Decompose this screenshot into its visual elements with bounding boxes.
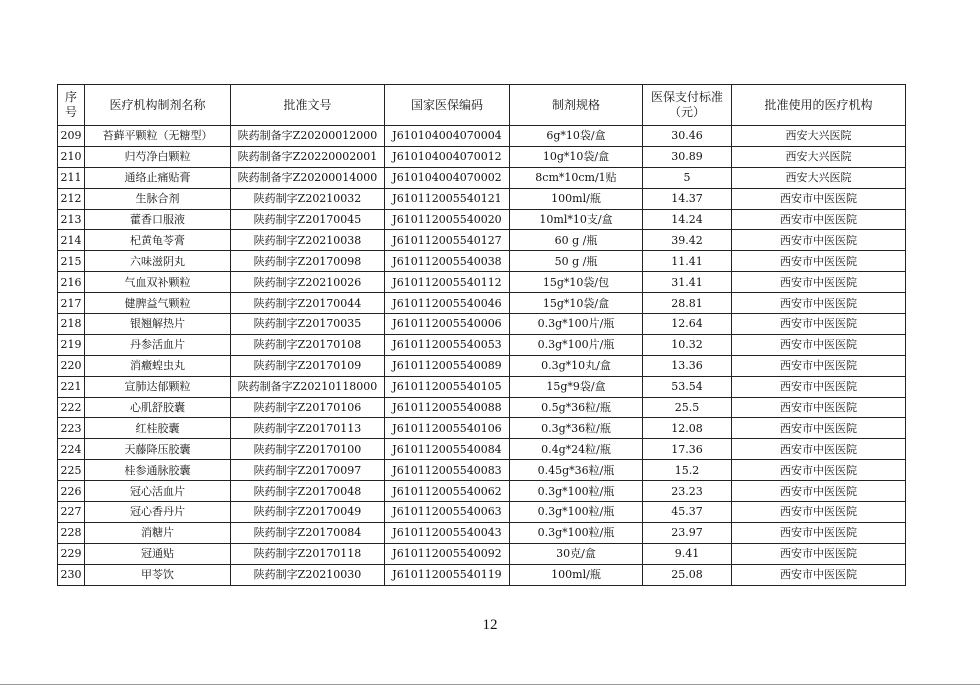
table-cell: 西安市中医医院 <box>732 502 906 523</box>
table-cell: 西安市中医医院 <box>732 543 906 564</box>
table-cell: 211 <box>58 167 85 188</box>
table-row <box>58 230 906 251</box>
table-cell: 西安市中医医院 <box>732 293 906 314</box>
table-row <box>58 418 906 439</box>
table-cell: 消癥蝗虫丸 <box>85 355 231 376</box>
page-number: 12 <box>482 617 498 633</box>
table-cell: 100ml/瓶 <box>510 188 643 209</box>
table-cell: 陕药制字Z20170045 <box>231 209 385 230</box>
table-cell: 西安市中医医院 <box>732 376 906 397</box>
table-cell: 15.2 <box>643 460 732 481</box>
table-cell: J610112005540089 <box>385 355 510 376</box>
table-cell: 生脉合剂 <box>85 188 231 209</box>
table-cell: 14.24 <box>643 209 732 230</box>
table-cell: 13.36 <box>643 355 732 376</box>
table-cell: 藿香口服液 <box>85 209 231 230</box>
table-row <box>58 314 906 335</box>
table-cell: 陕药制字Z20170048 <box>231 481 385 502</box>
table-cell: 0.3g*100粒/瓶 <box>510 522 643 543</box>
table-cell: 陕药制字Z20170035 <box>231 314 385 335</box>
table-cell: 冠心活血片 <box>85 481 231 502</box>
table-cell: J610112005540063 <box>385 502 510 523</box>
table-cell: J610112005540038 <box>385 251 510 272</box>
table-cell: 陕药制字Z20210032 <box>231 188 385 209</box>
table-cell: 222 <box>58 397 85 418</box>
table-cell: 226 <box>58 481 85 502</box>
table-row <box>58 272 906 293</box>
table-cell: 210 <box>58 146 85 167</box>
table-cell: 陕药制字Z20170118 <box>231 543 385 564</box>
table-cell: 杞黄龟苓膏 <box>85 230 231 251</box>
table-cell: 0.3g*10丸/盒 <box>510 355 643 376</box>
table-cell: 陕药制备字Z20200012000 <box>231 126 385 147</box>
table-cell: 0.3g*100片/瓶 <box>510 314 643 335</box>
table-cell: 苔藓平颗粒（无糖型） <box>85 126 231 147</box>
table-cell: 12.08 <box>643 418 732 439</box>
bottom-divider <box>0 684 980 685</box>
table-cell: 桂参通脉胶囊 <box>85 460 231 481</box>
table-row <box>58 564 906 585</box>
table-cell: 50 g /瓶 <box>510 251 643 272</box>
table-cell: 100ml/瓶 <box>510 564 643 585</box>
table-cell: 0.45g*36粒/瓶 <box>510 460 643 481</box>
column-header: 批准使用的医疗机构 <box>732 85 906 126</box>
table-cell: 西安大兴医院 <box>732 146 906 167</box>
table-cell: 西安市中医医院 <box>732 334 906 355</box>
table-cell: 0.3g*100片/瓶 <box>510 334 643 355</box>
table-cell: J610112005540020 <box>385 209 510 230</box>
table-row <box>58 502 906 523</box>
table-cell: 215 <box>58 251 85 272</box>
table-cell: 23.97 <box>643 522 732 543</box>
table-cell: J610112005540119 <box>385 564 510 585</box>
table-cell: 冠通贴 <box>85 543 231 564</box>
table-cell: 228 <box>58 522 85 543</box>
table-row <box>58 355 906 376</box>
table-cell: 陕药制备字Z20200014000 <box>231 167 385 188</box>
table-row <box>58 167 906 188</box>
table-cell: 西安市中医医院 <box>732 481 906 502</box>
table-cell: 15g*10袋/盒 <box>510 293 643 314</box>
table-cell: 10g*10袋/盒 <box>510 146 643 167</box>
table-cell: 陕药制字Z20170106 <box>231 397 385 418</box>
table-cell: 12.64 <box>643 314 732 335</box>
table-cell: 216 <box>58 272 85 293</box>
table-cell: 11.41 <box>643 251 732 272</box>
table-cell: 225 <box>58 460 85 481</box>
table-cell: 0.5g*36粒/瓶 <box>510 397 643 418</box>
table-cell: J610112005540127 <box>385 230 510 251</box>
table-cell: 30.89 <box>643 146 732 167</box>
table-cell: 西安市中医医院 <box>732 460 906 481</box>
table-cell: 53.54 <box>643 376 732 397</box>
table-cell: 陕药制字Z20170109 <box>231 355 385 376</box>
table-cell: 陕药制备字Z20210118000 <box>231 376 385 397</box>
column-header: 制剂规格 <box>510 85 643 126</box>
table-cell: J610112005540084 <box>385 439 510 460</box>
table-cell: 西安市中医医院 <box>732 230 906 251</box>
table-cell: 健脾益气颗粒 <box>85 293 231 314</box>
table-cell: 224 <box>58 439 85 460</box>
table-cell: 六味滋阴丸 <box>85 251 231 272</box>
table-cell: 甲苓饮 <box>85 564 231 585</box>
table-cell: 217 <box>58 293 85 314</box>
table-cell: 归芍净白颗粒 <box>85 146 231 167</box>
table-cell: J610112005540046 <box>385 293 510 314</box>
table-cell: 陕药制字Z20170084 <box>231 522 385 543</box>
table-cell: 14.37 <box>643 188 732 209</box>
table-cell: 通络止痛贴膏 <box>85 167 231 188</box>
table-cell: 227 <box>58 502 85 523</box>
table-row <box>58 522 906 543</box>
table-cell: 陕药制字Z20210026 <box>231 272 385 293</box>
table-row <box>58 293 906 314</box>
table-cell: J610104004070004 <box>385 126 510 147</box>
table-cell: 10ml*10支/盒 <box>510 209 643 230</box>
table-row <box>58 481 906 502</box>
table-cell: 气血双补颗粒 <box>85 272 231 293</box>
table-cell: 陕药制字Z20210038 <box>231 230 385 251</box>
table-row <box>58 439 906 460</box>
table-cell: 0.4g*24粒/瓶 <box>510 439 643 460</box>
table-cell: J610112005540083 <box>385 460 510 481</box>
column-header: 医保支付标准（元） <box>643 85 732 126</box>
table-cell: J610112005540043 <box>385 522 510 543</box>
table-cell: 0.3g*100粒/瓶 <box>510 502 643 523</box>
table-row <box>58 376 906 397</box>
table-row <box>58 251 906 272</box>
table-cell: 西安大兴医院 <box>732 126 906 147</box>
table-cell: 15g*10袋/包 <box>510 272 643 293</box>
table-cell: 218 <box>58 314 85 335</box>
table-row <box>58 543 906 564</box>
table-row <box>58 126 906 147</box>
table-cell: J610112005540121 <box>385 188 510 209</box>
table-header-row <box>58 85 906 126</box>
table-cell: 0.3g*100粒/瓶 <box>510 481 643 502</box>
table-cell: 陕药制字Z20170113 <box>231 418 385 439</box>
table-cell: 陕药制字Z20210030 <box>231 564 385 585</box>
formulary-table <box>57 84 906 586</box>
table-cell: 28.81 <box>643 293 732 314</box>
table-cell: 西安市中医医院 <box>732 251 906 272</box>
table-cell: 9.41 <box>643 543 732 564</box>
table-row <box>58 146 906 167</box>
table-cell: 10.32 <box>643 334 732 355</box>
table-cell: 15g*9袋/盒 <box>510 376 643 397</box>
table-cell: 陕药制字Z20170049 <box>231 502 385 523</box>
table-row <box>58 209 906 230</box>
table-cell: 212 <box>58 188 85 209</box>
table-cell: J610112005540062 <box>385 481 510 502</box>
table-cell: 209 <box>58 126 85 147</box>
table-cell: 23.23 <box>643 481 732 502</box>
table-cell: 214 <box>58 230 85 251</box>
table-cell: 30.46 <box>643 126 732 147</box>
table-cell: J610112005540092 <box>385 543 510 564</box>
table-cell: 5 <box>643 167 732 188</box>
table-cell: 消糖片 <box>85 522 231 543</box>
table-cell: 西安市中医医院 <box>732 397 906 418</box>
table-cell: 天藤降压胶囊 <box>85 439 231 460</box>
table-cell: 17.36 <box>643 439 732 460</box>
table-cell: 冠心香丹片 <box>85 502 231 523</box>
table-cell: J610112005540106 <box>385 418 510 439</box>
table-cell: 25.08 <box>643 564 732 585</box>
table-cell: 陕药制字Z20170098 <box>231 251 385 272</box>
table-cell: 219 <box>58 334 85 355</box>
table-cell: 西安市中医医院 <box>732 209 906 230</box>
table-cell: 西安市中医医院 <box>732 522 906 543</box>
table-cell: 221 <box>58 376 85 397</box>
table-cell: 223 <box>58 418 85 439</box>
column-header: 国家医保编码 <box>385 85 510 126</box>
table-cell: J610112005540053 <box>385 334 510 355</box>
table-cell: 220 <box>58 355 85 376</box>
table-cell: 30克/盒 <box>510 543 643 564</box>
table-cell: J610112005540088 <box>385 397 510 418</box>
table-cell: 宣肺达郁颗粒 <box>85 376 231 397</box>
table-cell: 银翘解热片 <box>85 314 231 335</box>
table-cell: 西安市中医医院 <box>732 564 906 585</box>
table-cell: 西安市中医医院 <box>732 188 906 209</box>
table-cell: 8cm*10cm/1贴 <box>510 167 643 188</box>
table-cell: 45.37 <box>643 502 732 523</box>
table-cell: 230 <box>58 564 85 585</box>
table-cell: 60 g /瓶 <box>510 230 643 251</box>
table-cell: 陕药制字Z20170108 <box>231 334 385 355</box>
column-header: 批准文号 <box>231 85 385 126</box>
column-header: 序号 <box>58 85 85 126</box>
table-cell: 丹参活血片 <box>85 334 231 355</box>
column-header: 医疗机构制剂名称 <box>85 85 231 126</box>
table-cell: 31.41 <box>643 272 732 293</box>
table-row <box>58 188 906 209</box>
table-cell: 25.5 <box>643 397 732 418</box>
table-cell: 陕药制字Z20170044 <box>231 293 385 314</box>
table-row <box>58 460 906 481</box>
table-cell: 229 <box>58 543 85 564</box>
table-body <box>58 126 906 586</box>
table-cell: 39.42 <box>643 230 732 251</box>
table-cell: J610112005540112 <box>385 272 510 293</box>
table-cell: 心肌舒胶囊 <box>85 397 231 418</box>
table-cell: J610112005540006 <box>385 314 510 335</box>
table-cell: 陕药制字Z20170097 <box>231 460 385 481</box>
table-cell: 西安市中医医院 <box>732 314 906 335</box>
table-cell: 陕药制备字Z20220002001 <box>231 146 385 167</box>
table-cell: 西安市中医医院 <box>732 439 906 460</box>
table-row <box>58 334 906 355</box>
table-cell: 陕药制字Z20170100 <box>231 439 385 460</box>
table-cell: J610104004070002 <box>385 167 510 188</box>
table-cell: 6g*10袋/盒 <box>510 126 643 147</box>
table-cell: 0.3g*36粒/瓶 <box>510 418 643 439</box>
table-row <box>58 397 906 418</box>
table-cell: 西安市中医医院 <box>732 355 906 376</box>
table-cell: 西安大兴医院 <box>732 167 906 188</box>
table-cell: J610104004070012 <box>385 146 510 167</box>
table-cell: 西安市中医医院 <box>732 272 906 293</box>
table-cell: J610112005540105 <box>385 376 510 397</box>
table-cell: 西安市中医医院 <box>732 418 906 439</box>
table-cell: 红桂胶囊 <box>85 418 231 439</box>
table-cell: 213 <box>58 209 85 230</box>
